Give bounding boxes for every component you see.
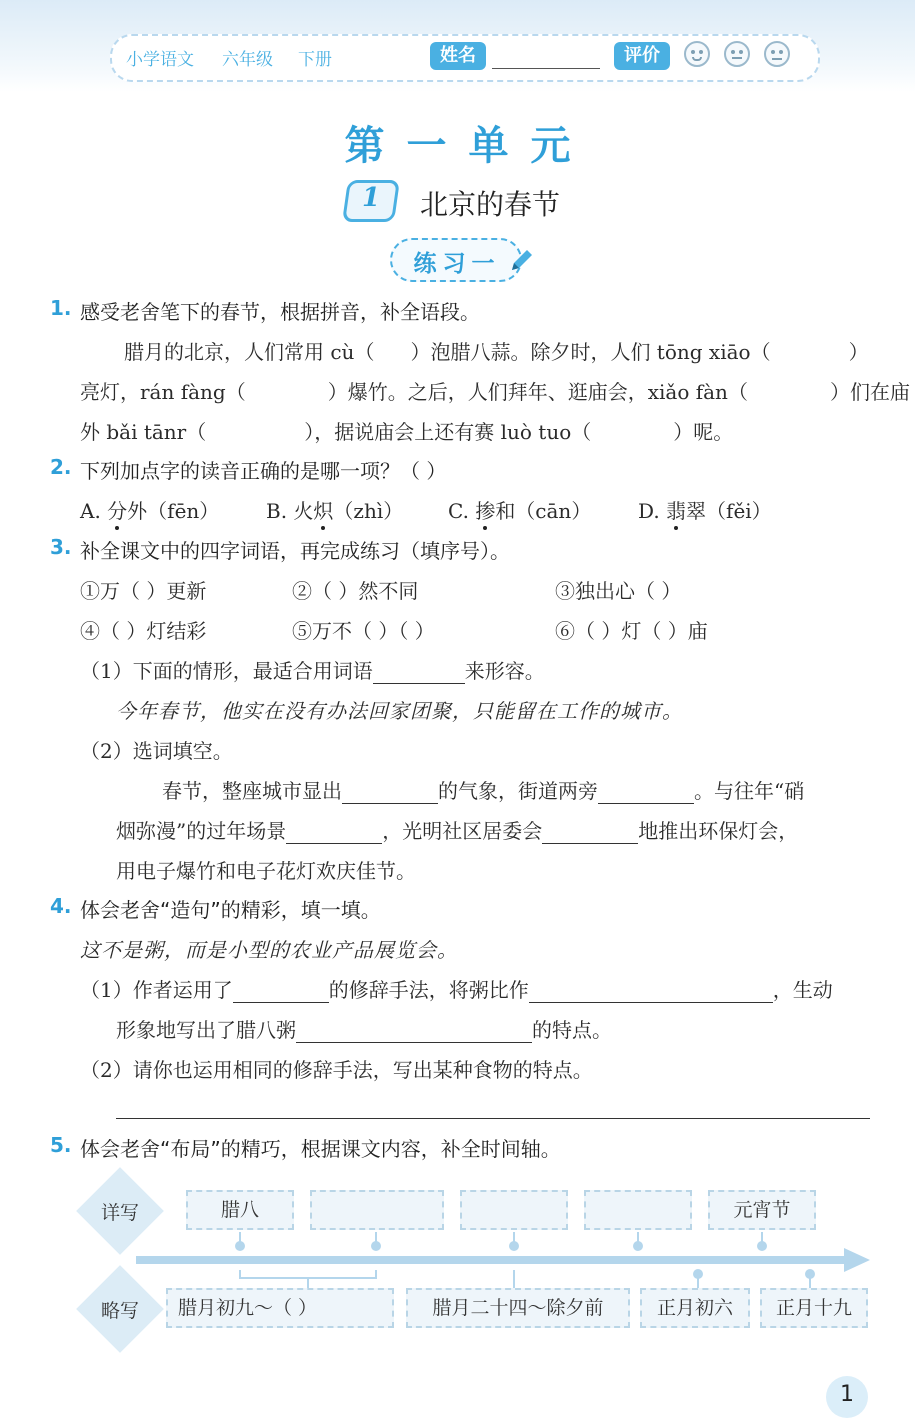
q3-sub1-example: 今年春节，他实在没有办法回家团聚，只能留在工作的城市。	[116, 699, 683, 723]
brief-label: 略写	[100, 1300, 139, 1322]
option-letter: D.	[638, 499, 660, 523]
q1-text: ）们在庙	[829, 380, 910, 404]
sad-face-icon[interactable]	[764, 41, 790, 67]
q3-word-5[interactable]: ⑤万不（ ）（ ）	[292, 619, 435, 643]
q2-prompt: 下列加点字的读音正确的是哪一项？（ ）	[80, 459, 447, 483]
dotted-char: 掺	[475, 499, 496, 523]
dotted-char: 翡	[666, 499, 687, 523]
subject-label: 小学语文	[126, 50, 194, 70]
q4-sub1-line-1	[80, 974, 833, 1003]
q1-text: 亮灯，rán fàng（	[80, 380, 246, 404]
q2-option-b[interactable]	[266, 495, 403, 524]
q4-sub1-text: 的修辞手法，将粥比作	[328, 978, 529, 1002]
q2-option-a[interactable]	[80, 495, 219, 524]
q4-blank-feature[interactable]	[296, 1020, 532, 1043]
q3-fill-text: ，光明社区居委会	[382, 819, 543, 843]
q5-prompt: 体会老舍“布局”的精巧，根据课文内容，补全时间轴。	[80, 1137, 561, 1161]
q3-word-1[interactable]: ①万（ ）更新	[80, 579, 207, 603]
q3-fill-blank-3[interactable]	[286, 821, 382, 844]
q4-number: 4.	[50, 894, 72, 918]
detail-label: 详写	[100, 1202, 139, 1224]
timeline-top-box-1: 腊八	[186, 1190, 294, 1230]
q2-number: 2.	[50, 455, 72, 479]
timeline-top-box-2[interactable]	[310, 1190, 444, 1230]
q3-fill-text: 地推出环保灯会，	[638, 819, 799, 843]
lesson-title: 北京的春节	[420, 188, 561, 221]
q3-fill-line-3: 用电子爆竹和电子花灯欢庆佳节。	[116, 859, 416, 883]
q3-fill-blank-4[interactable]	[542, 821, 638, 844]
timeline-bottom-box-2: 腊月二十四～除夕前	[406, 1288, 630, 1328]
q3-fill-text: 的气象，街道两旁	[438, 779, 598, 803]
name-field[interactable]	[492, 68, 600, 69]
dotted-char: 炽	[313, 499, 334, 523]
pencil-icon	[508, 248, 534, 274]
q3-fill-text: 。与往年“硝	[694, 779, 805, 803]
q3-sub1	[80, 655, 545, 684]
happy-face-icon[interactable]	[684, 41, 710, 67]
q1-text: 腊月的北京，人们常用 cù（	[124, 340, 375, 364]
page-number: 1	[840, 1382, 854, 1407]
q3-word-4[interactable]: ④（ ）灯结彩	[80, 619, 207, 643]
q3-fill-text: 春节，整座城市显出	[162, 779, 342, 803]
option-text: 翠（fěi）	[686, 499, 772, 523]
q4-sub1-text: （1）作者运用了	[80, 978, 233, 1002]
volume-label: 下册	[298, 50, 332, 70]
q3-word-6[interactable]: ⑥（ ）灯（ ）庙	[555, 619, 708, 643]
q4-quote: 这不是粥，而是小型的农业产品展览会。	[80, 938, 458, 962]
option-text: 和（cān）	[495, 499, 592, 523]
q3-fill-line-2	[116, 815, 798, 844]
q1-text: ），据说庙会上还有赛 luò tuo（	[304, 420, 592, 444]
q5-number: 5.	[50, 1133, 72, 1157]
timeline-bottom-box-3: 正月初六	[640, 1288, 750, 1328]
q1-line-1	[124, 336, 869, 365]
unit-title: 第一单元	[344, 123, 593, 169]
dotted-char: 分	[107, 499, 128, 523]
q1-prompt: 感受老舍笔下的春节，根据拼音，补全语段。	[80, 300, 480, 324]
q3-sub1-blank[interactable]	[373, 661, 465, 684]
q4-sub2: （2）请你也运用相同的修辞手法，写出某种食物的特点。	[80, 1058, 593, 1082]
q4-sub1-line-2	[116, 1014, 612, 1043]
q4-blank-rhetoric[interactable]	[233, 980, 329, 1003]
timeline-bottom-box-4: 正月十九	[760, 1288, 868, 1328]
option-letter: B.	[266, 499, 288, 523]
q3-fill-line-1	[162, 775, 804, 804]
q3-fill-text: 烟弥漫”的过年场景	[116, 819, 287, 843]
q1-line-2	[80, 376, 910, 405]
q1-line-3	[80, 416, 733, 445]
q3-sub1-text: （1）下面的情形，最适合用词语	[80, 659, 373, 683]
q3-sub1-text: 来形容。	[464, 659, 545, 683]
q4-sub1-text: ，生动	[772, 978, 833, 1002]
timeline-top-box-5: 元宵节	[708, 1190, 816, 1230]
q1-text: ）呢。	[673, 420, 734, 444]
q3-sub2: （2）选词填空。	[80, 739, 233, 763]
timeline-top-box-4[interactable]	[584, 1190, 692, 1230]
lesson-number: 1	[361, 183, 381, 213]
name-label: 姓名	[430, 42, 486, 70]
timeline-top-box-3[interactable]	[460, 1190, 568, 1230]
option-text: 外（fēn）	[127, 499, 220, 523]
grade-label: 六年级	[222, 50, 273, 70]
option-letter: C.	[448, 499, 469, 523]
q2-option-c[interactable]	[448, 495, 591, 524]
q3-number: 3.	[50, 535, 72, 559]
q3-fill-blank-1[interactable]	[342, 781, 438, 804]
option-text: （zhì）	[333, 499, 404, 523]
q4-blank-compare[interactable]	[529, 980, 773, 1003]
q1-text: ）爆竹。之后，人们拜年、逛庙会，xiǎo fàn（	[327, 380, 748, 404]
timeline-bottom-box-1[interactable]: 腊月初九～（ ）	[166, 1288, 394, 1328]
practice-label: 练习一	[413, 251, 501, 277]
q4-prompt: 体会老舍“造句”的精彩，填一填。	[80, 898, 381, 922]
q3-word-2[interactable]: ②（ ）然不同	[292, 579, 419, 603]
option-letter: A.	[80, 499, 101, 523]
q4-sub1-text: 形象地写出了腊八粥	[116, 1018, 296, 1042]
q1-text: ）泡腊八蒜。除夕时，人们 tōng xiāo（	[410, 340, 771, 364]
q3-word-3[interactable]: ③独出心（ ）	[555, 579, 682, 603]
q4-answer-line[interactable]	[116, 1118, 870, 1119]
q1-number: 1.	[50, 296, 72, 320]
q1-text: 外 bǎi tānr（	[80, 420, 207, 444]
q3-prompt: 补全课文中的四字词语，再完成练习（填序号）。	[80, 539, 510, 563]
q2-option-d[interactable]	[638, 495, 772, 524]
q4-sub1-text: 的特点。	[532, 1018, 612, 1042]
neutral-face-icon[interactable]	[724, 41, 750, 67]
option-text: 火	[293, 499, 314, 523]
rating-label: 评价	[614, 42, 670, 70]
q3-fill-blank-2[interactable]	[598, 781, 694, 804]
q1-text: ）	[848, 340, 869, 364]
